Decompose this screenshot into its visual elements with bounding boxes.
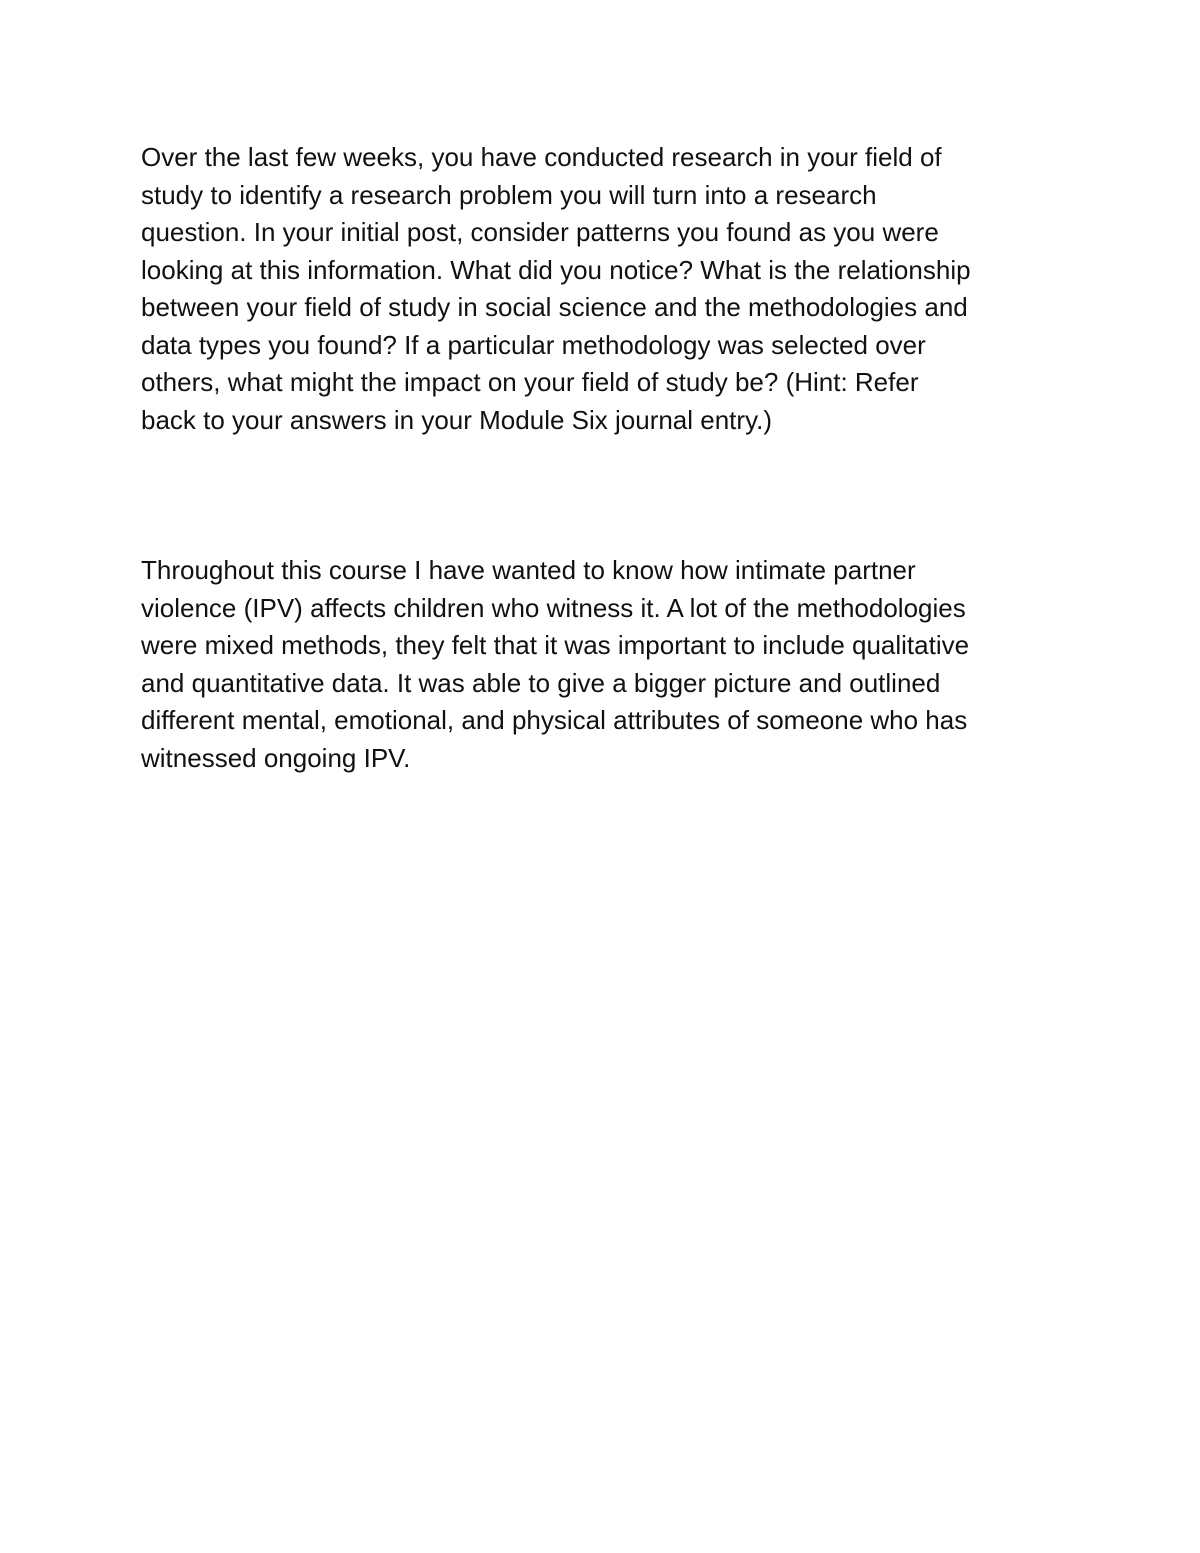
- prompt-line: question. In your initial post, consider patterns you found as you were: [141, 217, 939, 247]
- response-paragraph: [141, 552, 1066, 777]
- prompt-line: looking at this information. What did you notice? What is the relationship: [141, 254, 971, 285]
- response-line: were mixed methods, they felt that it was important to include qualitative: [141, 630, 970, 660]
- prompt-line: data types you found? If a particular methodology was selected over: [141, 329, 926, 360]
- prompt-paragraph: [141, 139, 1066, 439]
- response-line: different mental, emotional, and physical attributes of someone who has: [141, 705, 968, 735]
- response-line: witnessed ongoing IPV.: [141, 742, 411, 773]
- response-line: Throughout this course I have wanted to know how intimate partner: [141, 555, 916, 585]
- prompt-line: back to your answers in your Module Six journal entry.): [141, 404, 773, 435]
- response-line: violence (IPV) affects children who witness it. A lot of the methodologies: [141, 592, 966, 623]
- response-line: and quantitative data. It was able to give a bigger picture and outlined: [141, 667, 941, 698]
- prompt-line: study to identify a research problem you will turn into a research: [141, 179, 877, 210]
- prompt-line: others, what might the impact on your field of study be? (Hint: Refer: [141, 367, 919, 397]
- prompt-line: Over the last few weeks, you have conducted research in your field of: [141, 142, 942, 172]
- prompt-line: between your field of study in social science and the methodologies and: [141, 292, 968, 322]
